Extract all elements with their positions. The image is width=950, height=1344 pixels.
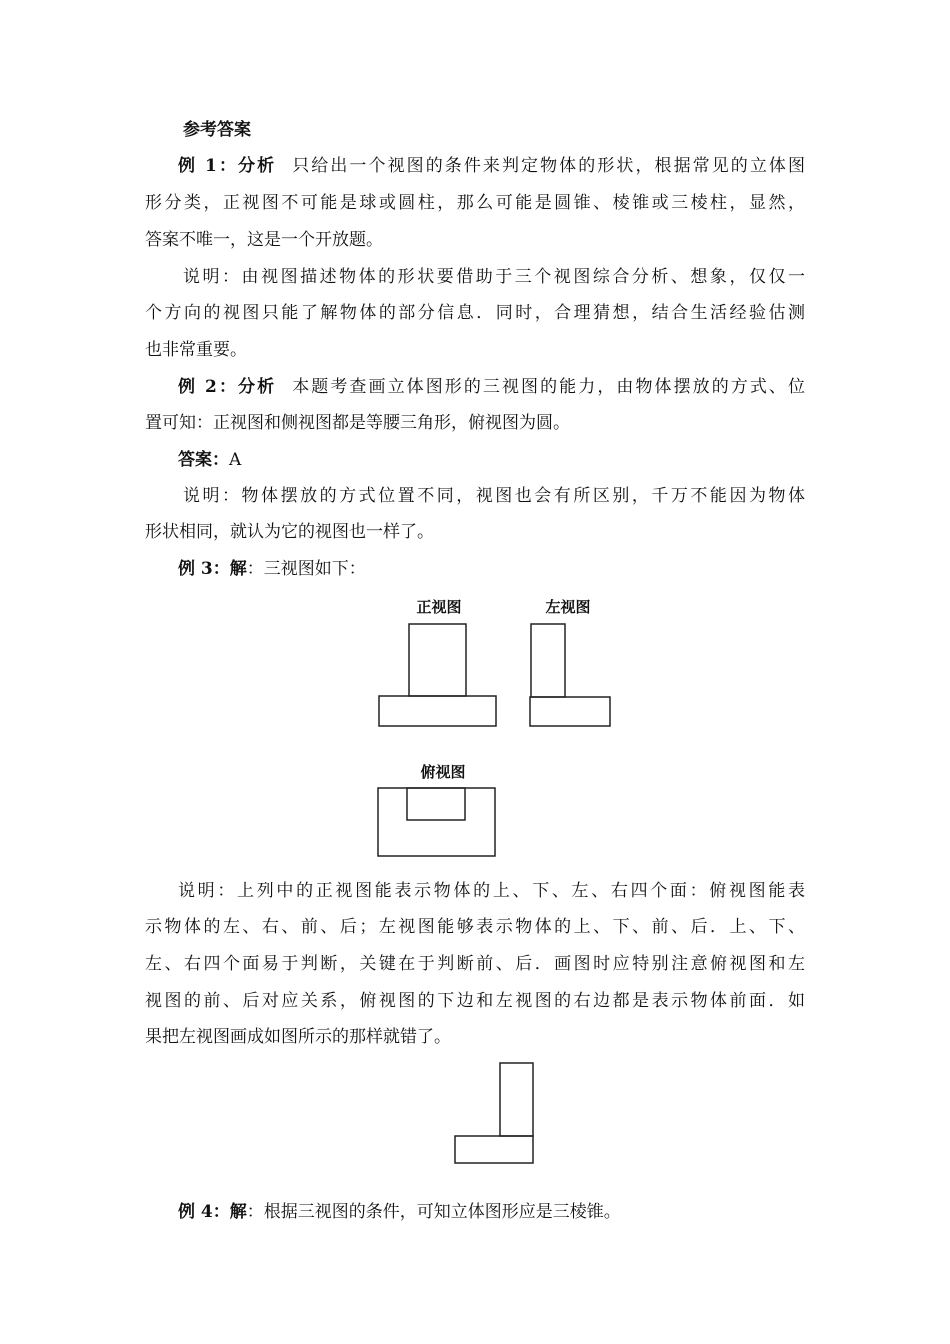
ex2-note-1: 说明：物体摆放的方式位置不同，视图也会有所区别，千万不能因为物体	[183, 486, 805, 506]
ex3-note-4: 视图的前、后对应关系，俯视图的下边和左视图的右边都是表示物体前面．如	[145, 991, 805, 1011]
front-view-label: 正视图	[416, 598, 462, 616]
ex2-answer-label: 答案：	[178, 450, 229, 470]
ex2-text-1: 本题考查画立体图形的三视图的能力，由物体摆放的方式、位	[290, 377, 805, 397]
ex3-note-5: 果把左视图画成如图所示的那样就错了。	[145, 1027, 451, 1047]
ex3-note-1: 说明：上列中的正视图能表示物体的上、下、左、右四个面：俯视图能表	[178, 881, 805, 901]
ex1-note-2: 个方向的视图只能了解物体的部分信息．同时，合理猜想，结合生活经验估测	[145, 303, 805, 323]
ex3-note-3: 左、右四个面易于判断，关键在于判断前、后．画图时应特别注意俯视图和左	[145, 954, 805, 974]
ex4-text: ：根据三视图的条件，可知立体图形应是三棱锥。	[246, 1202, 621, 1222]
wrong-view-upper-block	[500, 1063, 533, 1136]
ex2-note-2: 形状相同，就认为它的视图也一样了。	[145, 522, 434, 542]
ex1-label: 例 1：分析	[178, 156, 277, 176]
ex2-answer-value: A	[229, 450, 242, 470]
ex1-line-3: 答案不唯一，这是一个开放题。	[145, 230, 383, 250]
top-view-label: 俯视图	[420, 763, 466, 781]
ex3-text: ：三视图如下：	[246, 559, 366, 579]
ex1-text-1: 只给出一个视图的条件来判定物体的形状，根据常见的立体图	[290, 156, 805, 176]
ex3-label: 例 3：解	[178, 559, 247, 579]
ex1-line-2: 形分类，正视图不可能是球或圆柱，那么可能是圆锥、棱锥或三棱柱，显然，	[145, 193, 805, 213]
ex2-label: 例 2：分析	[178, 377, 277, 397]
left-view-label: 左视图	[545, 598, 591, 616]
ex1-note-1: 说明：由视图描述物体的形状要借助于三个视图综合分析、想象，仅仅一	[183, 267, 805, 287]
ex4-line	[178, 1201, 838, 1223]
ex2-line-2: 置可知：正视图和侧视图都是等腰三角形，俯视图为圆。	[145, 413, 570, 433]
ex4-label: 例 4：解	[178, 1202, 247, 1222]
ex1-note-3: 也非常重要。	[145, 340, 247, 360]
ex3-note-2: 示物体的左、右、前、后；左视图能够表示物体的上、下、前、后．上、下、	[145, 917, 805, 937]
wrong-view-base	[455, 1136, 533, 1163]
page-title: 参考答案	[183, 120, 251, 140]
